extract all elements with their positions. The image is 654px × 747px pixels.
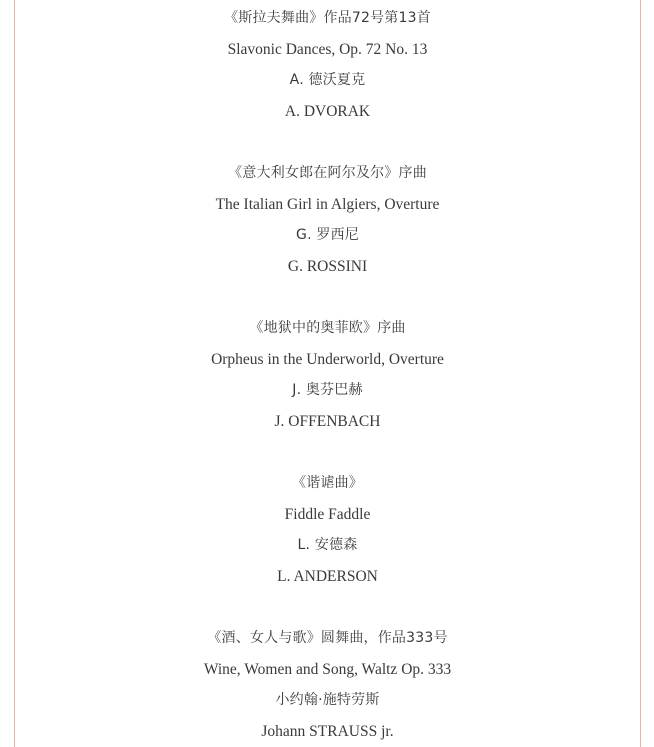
piece-title-cn: 《酒、女人与歌》圆舞曲，作品333号 [207,630,448,646]
piece-title-cn: 《地狱中的奥菲欧》序曲 [249,320,406,336]
piece-title-en: Orpheus in the Underworld, Overture [211,351,444,368]
composer-name-en: A. DVORAK [284,103,371,120]
composer-name-en: L. ANDERSON [277,568,378,585]
composer-name-en: G. ROSSINI [287,258,368,275]
program-list [15,3,640,747]
program-piece [15,623,640,747]
program-piece [15,313,640,437]
composer-name-cn: A. 德沃夏克 [289,72,366,88]
program-piece [15,3,640,127]
piece-title-cn: 《斯拉夫舞曲》作品72号第13首 [224,10,431,26]
composer-name-en: Johann STRAUSS jr. [261,723,394,740]
composer-name-cn: G. 罗西尼 [296,227,359,243]
composer-name-cn: 小约翰·施特劳斯 [275,692,380,708]
piece-title-en: Slavonic Dances, Op. 72 No. 13 [227,41,428,58]
piece-title-cn: 《谐谑曲》 [292,475,363,491]
composer-name-cn: L. 安德森 [297,537,358,553]
piece-title-cn: 《意大利女郎在阿尔及尔》序曲 [228,165,427,181]
piece-title-en: Fiddle Faddle [284,506,371,523]
program-piece [15,158,640,282]
piece-title-en: Wine, Women and Song, Waltz Op. 333 [203,661,452,678]
composer-name-cn: J. 奥芬巴赫 [292,382,363,398]
piece-title-en: The Italian Girl in Algiers, Overture [215,196,440,213]
program-frame [14,0,641,747]
composer-name-en: J. OFFENBACH [274,413,381,430]
program-piece [15,468,640,592]
